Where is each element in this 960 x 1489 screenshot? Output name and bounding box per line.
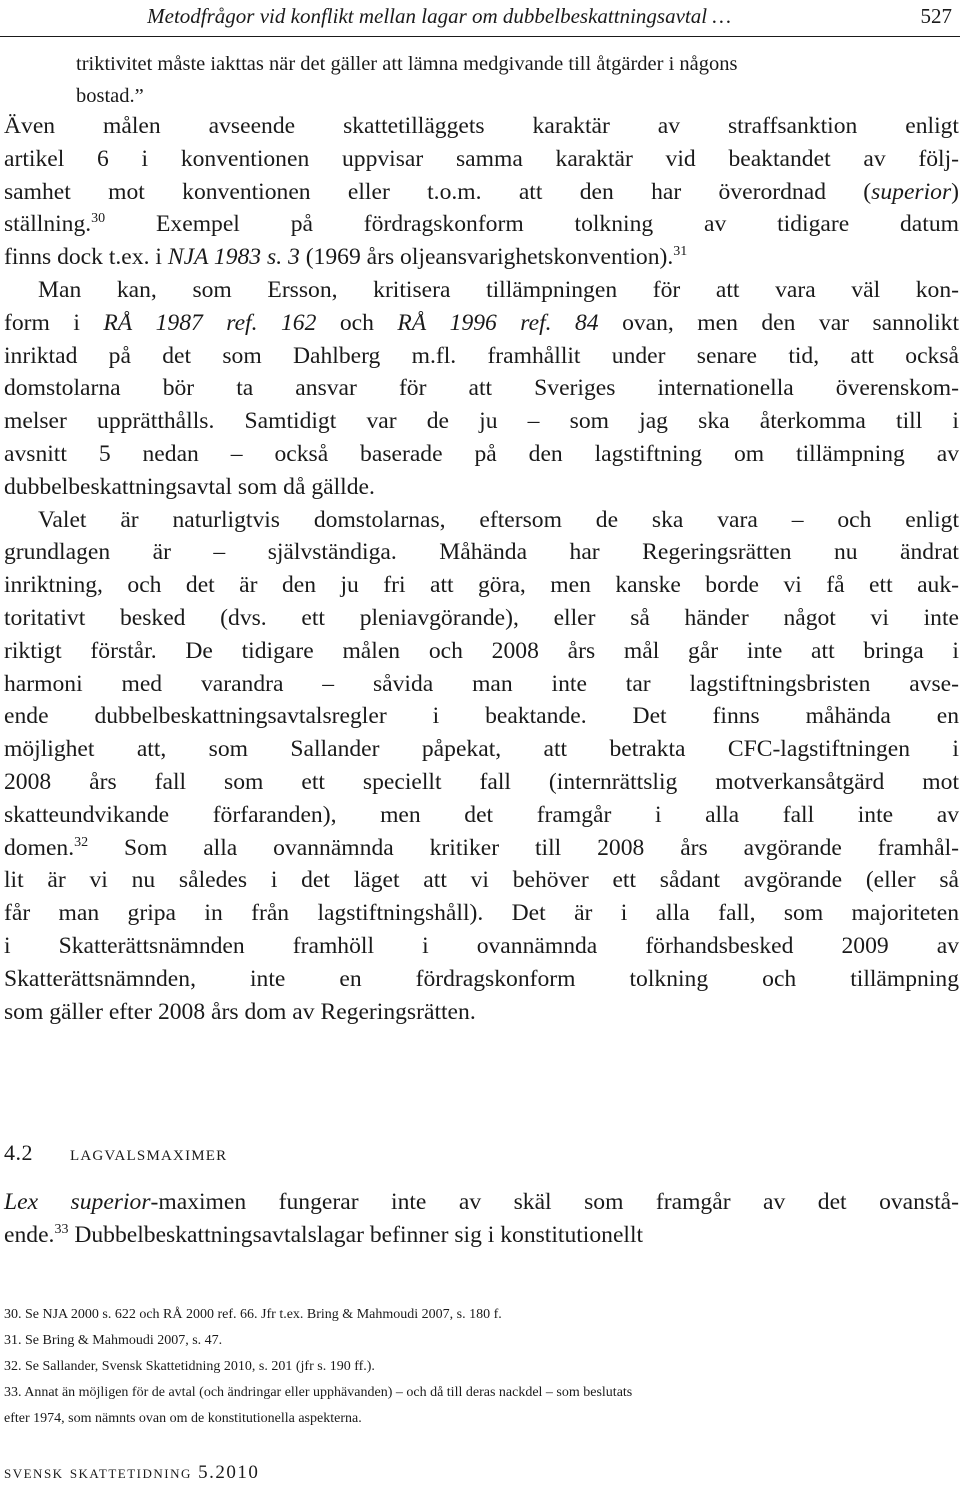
- block-quote: [76, 48, 956, 112]
- header-rule: [0, 36, 960, 37]
- paragraph-3: [4, 504, 959, 537]
- text-line: Även målen avseende skattetilläggets karaktär av straffsanktion enligt: [4, 113, 959, 139]
- text-line: 2008 års fall som ett speciellt fall (internrättslig motverkansåtgärd mot: [4, 768, 959, 795]
- text-line: Man kan, som Ersson, kritisera tillämpningen för att vara väl kon-: [38, 276, 959, 303]
- journal-footer: svensk skattetidning 5.2010: [4, 1462, 260, 1483]
- text-line: Valet är naturligtvis domstolarnas, eftersom de ska vara – och enligt: [38, 506, 959, 533]
- paragraph-2-cont: [4, 307, 959, 504]
- text-line: inriktning, och det är den ju fri att göra, men kanske borde vi få ett auk-: [4, 572, 959, 599]
- paragraph-2: [4, 274, 959, 307]
- footnote-ref: 31: [673, 244, 688, 260]
- section-title: lagvalsmaximer: [70, 1140, 228, 1165]
- paragraph-1: [4, 110, 959, 274]
- text-line: artikel 6 i konventionen uppvisar samma karaktär vid beaktandet av följ-: [4, 145, 959, 172]
- text-line: ende.$^{33}$ Dubbelbeskattningsavtalslagar befinner sig i konstitutionellt: [4, 1221, 644, 1248]
- text-line: domstolarna bör ta ansvar för att Sveriges internationella överenskom-: [4, 375, 959, 402]
- section-heading: [4, 1140, 904, 1170]
- text-line: i Skatterättsnämnden framhöll i ovannämnda förhandsbesked 2009 av: [4, 932, 959, 959]
- text-line: harmoni med varandra – såvida man inte tar lagstiftningsbristen avse-: [4, 670, 959, 697]
- text-line: dubbelbeskattningsavtal som då gällde.: [4, 473, 375, 500]
- footnote-32: 32. Se Sallander, Svensk Skattetidning 2010, s. 201 (jfr s. 190 ff.).: [4, 1359, 375, 1374]
- text-line: domen.$^{32}$ Som alla ovannämnda kritiker till 2008 års avgörande framhål-: [4, 834, 959, 861]
- page-number: 527: [920, 4, 952, 28]
- section-number: 4.2: [4, 1140, 33, 1165]
- text-line: avsnitt 5 nedan – också baserade på den lagstiftning om tillämpning av: [4, 440, 959, 467]
- quote-line: bostad.”: [76, 85, 144, 107]
- footnote-33: 33. Annat än möjligen för de avtal (och ändringar eller upphävanden) – och då till deras nackdel – som beslutats: [4, 1385, 633, 1400]
- text-line: inriktad på det som Dahlberg m.fl. framhållit under senare tid, att också: [4, 342, 959, 369]
- text-line: Skatterättsnämnden, inte en fördragskonform tolkning och tillämpning: [4, 965, 959, 992]
- running-title: Metodfrågor vid konflikt mellan lagar om dubbelbeskattningsavtal …: [147, 4, 731, 28]
- text-line: Lex superior-maximen fungerar inte av skäl som framgår av det ovanstå-: [4, 1189, 959, 1215]
- text-line: melser upprätthålls. Samtidigt var de ju – som jag ska återkomma till i: [4, 408, 959, 435]
- text-line: skatteundvikande förfaranden), men det framgår i alla fall inte av: [4, 801, 959, 828]
- quote-line: triktivitet måste iakttas när det gäller att lämna medgivande till åtgärder i någons: [76, 53, 738, 75]
- section-text: [4, 1186, 959, 1252]
- footnote-33-continued: efter 1974, som nämnts ovan om de konstitutionella aspekterna.: [4, 1411, 362, 1426]
- text-line: får man gripa in från lagstiftningshåll). Det är i alla fall, som majoriteten: [4, 900, 959, 927]
- text-line: som gäller efter 2008 års dom av Regeringsrätten.: [4, 998, 476, 1025]
- text-line: toritativt besked (dvs. ett pleniavgörande), eller så händer något vi inte: [4, 604, 959, 631]
- footnotes: [4, 1302, 959, 1432]
- footnote-ref: 32: [74, 834, 89, 850]
- text-line: finns dock t.ex. i NJA 1983 s. 3 (1969 års oljeansvarighetskonvention).$^{31}$: [4, 244, 688, 271]
- footnote-31: 31. Se Bring & Mahmoudi 2007, s. 47.: [4, 1333, 223, 1348]
- text-line: grundlagen är – självständiga. Måhända har Regeringsrätten nu ändrat: [4, 539, 959, 566]
- text-line: möjlighet att, som Sallander påpekat, att betrakta CFC-lagstiftningen i: [4, 736, 959, 763]
- text-line: ställning.$^{30}$ Exempel på fördragskonform tolkning av tidigare datum: [4, 211, 959, 238]
- text-line: ende dubbelbeskattningsavtalsregler i beaktande. Det finns måhända en: [4, 703, 959, 730]
- body-text: [4, 110, 959, 1028]
- text-line: form i RÅ 1987 ref. 162 och RÅ 1996 ref. 84 ovan, men den var sannolikt: [4, 309, 959, 336]
- paragraph-3-cont: [4, 536, 959, 1028]
- running-header: [0, 4, 956, 34]
- text-line: lit är vi nu således i det läget att vi behöver ett sådant avgörande (eller så: [4, 867, 959, 894]
- footnote-30: 30. Se NJA 2000 s. 622 och RÅ 2000 ref. 66. Jfr t.ex. Bring & Mahmoudi 2007, s. 180 f.: [4, 1307, 502, 1322]
- footnote-ref: 30: [91, 211, 106, 227]
- text-line: samhet mot konventionen eller t.o.m. att den har överordnad (superior): [4, 178, 959, 205]
- text-line: riktigt förstår. De tidigare målen och 2008 års mål går inte att bringa i: [4, 637, 959, 664]
- footnote-ref: 33: [54, 1221, 69, 1237]
